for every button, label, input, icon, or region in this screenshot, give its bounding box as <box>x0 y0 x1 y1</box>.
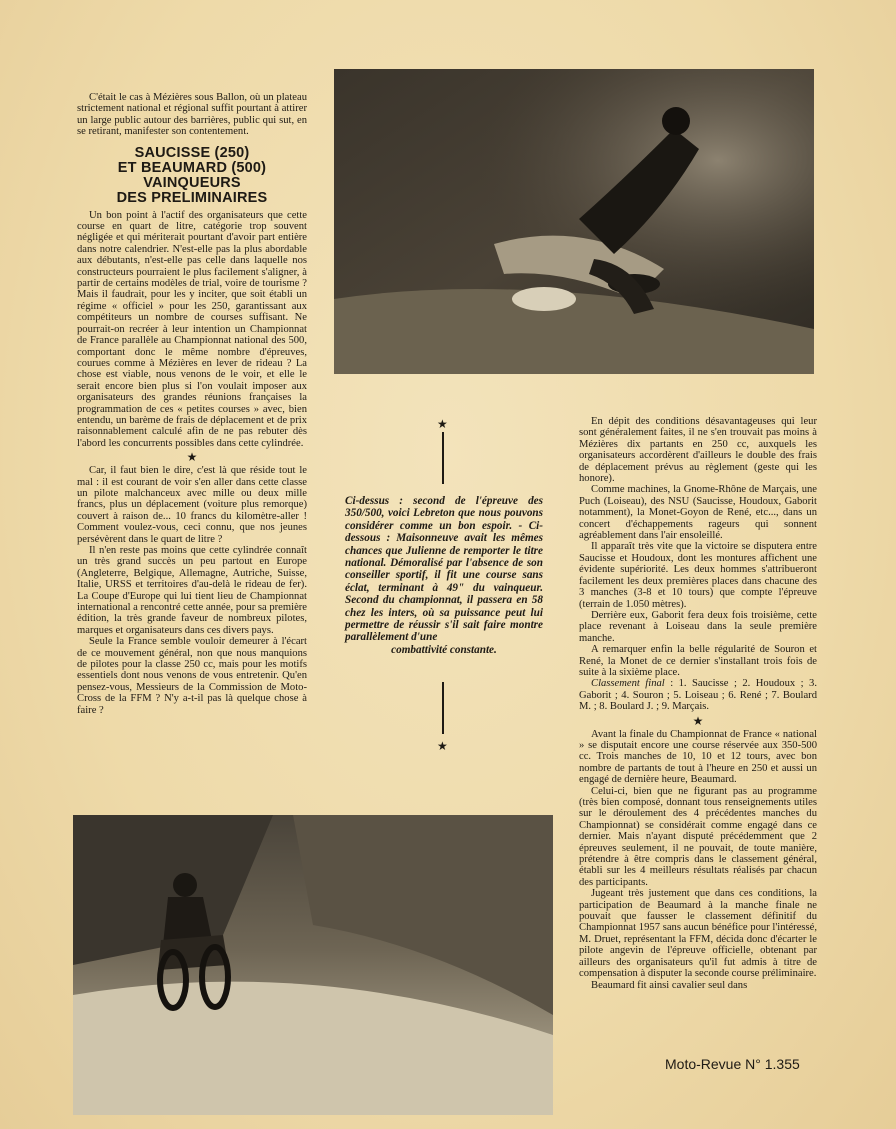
body-paragraph: Il n'en reste pas moins que cette cylindrée connaît un très grand succès un peu partout en Europe (Angleterre, Belgique, Allemagne, Autriche, Suisse, Italie, URSS et territoires d'au-delà le rideau de fer). La Coupe d'Europe qui lui tient lieu de Championnat international a rencontré cette année, pour sa première édition, la très grande faveur de nombreux pilotes, marques et organisateurs dans ces divers pays. <box>77 545 308 636</box>
caption-text: Ci-dessus : second de l'épreuve des 350/500, voici Lebreton que nous pouvons considérer comme un bon espoir. - Ci-dessous : Maisonneuve avait les mêmes chances que Julienne de remporter le titre national. Démoralisé par l'absence de son conseiller sportif, il fit une course sans éclat, terminant à 49" du vainqueur. Second du championnat, il passera en 58 chez les inters, où sa puissance peut lui permettre de réussir s'il sait faire montre parallèlement d'une <box>345 495 543 644</box>
heading-line: DES PRELIMINAIRES <box>116 189 268 206</box>
left-column <box>77 92 307 716</box>
body-paragraph: Comme machines, la Gnome-Rhône de Marçais, une Puch (Loiseau), des NSU (Saucisse, Houdoux, Gaborit notamment), la Monet-Goyon de René, etc..., dans un concert d'échappements rageurs qui sonnent agréablement dans l'air ensoleillé. <box>579 484 817 542</box>
intro-paragraph: C'était le cas à Mézières sous Ballon, où un plateau strictement national et régional suffit pourtant à attirer un large public autour des barrières, public qui sut, en se retirant, manifester son contentement. <box>77 92 307 138</box>
body-paragraph: Celui-ci, bien que ne figurant pas au programme (très bien composé, donnant tous renseignements utiles sur le déroulement des 4 précédentes manches du Championnat) se considérait comme engagé dans ce dernier. Mais n'ayant disputé précédemment que 2 épreuves seulement, il ne pouvait, de toute manière, prétendre à être compris dans le classement général, établi sur les 4 meilleurs résultats réalisés par chacun des participants. <box>579 785 817 888</box>
vertical-rule <box>442 682 444 734</box>
caption-text-end: combattivité constante. <box>391 643 497 656</box>
body-paragraph: Il apparaît très vite que la victoire se disputera entre Saucisse et Houdoux, dont les montures affichent une évidente supériorité. Les deux hommes s'attribueront facilement les deux premières places dans chacune des 3 manches (3-8 et 10 tours) que compte l'épreuve (terrain de 1.050 mètres). <box>579 541 817 610</box>
photo-caption <box>345 495 543 656</box>
heading-line: ET BEAUMARD (500) <box>117 159 267 176</box>
body-paragraph: Un bon point à l'actif des organisateurs que cette course en quart de litre, catégorie trop souvent négligée et qui mériterait pourtant d'avoir part entière dans notre calendrier. N'est-elle pas la plus abordable aux débutants, n'est-elle pas celle dans laquelle nos constructeurs pourraient le plus facilement s'aligner, à partir de certains modèles de trial, voire de tourisme ? Mais il faudrait, pour les y inciter, que soit établi un régime « officiel » pour les 250, garantissant aux compétiteurs un nombre de courses suffisant. Ne pourrait-on recréer à leur intention un Championnat de France parallèle au Championnat national des 500, comportant donc le même nombre d'épreuves, courues comme à Mézières en lever de rideau ? La chose est viable, nous venons de le voir, et elle le serait encore bien plus si l'on voulait imposer aux organisateurs des grandes réunions françaises la programmation de ces « petites courses » avec, bien entendu, un barème de frais de déplacement et de prix raisonnablement calculé afin de ne pas rebuter dès l'abord les concurrents possibles dans cette cylindrée. <box>77 209 307 449</box>
right-column <box>579 416 817 991</box>
body-paragraph: Seule la France semble vouloir demeurer à l'écart de ce mouvement général, non que nous manquions de pilotes pour la classe 250 cc, mais pour les motifs essentiels dont nous venons de vous entretenir. Qu'en pensez-vous, Messieurs de la Commission de Moto-Cross de la FFM ? N'y a-t-il pas là quelque chose à faire ? <box>77 636 307 716</box>
section-heading <box>77 146 307 206</box>
classement-results: : 1. Saucisse ; 2. Houdoux ; 3. Gaborit ; 4. Souron ; 5. Loiseau ; 6. René ; 7. Boulard M. ; 8. Boulard J. ; 9. Marçais. <box>579 678 817 713</box>
body-paragraph: En dépit des conditions désavantageuses qui leur sont généralement faites, il ne s'en trouvait pas moins à Mézières dix partants en 250 cc, auxquels les organisateurs accordèrent d'ailleurs le double des frais de déplacement prévus au règlement (geste qui les honore). <box>579 416 817 485</box>
separator-star-icon: ★ <box>186 450 198 465</box>
photo-image <box>73 815 553 1115</box>
page-footer: Moto-Revue N° 1.355 <box>665 1056 800 1072</box>
classement-label: Classement final <box>591 678 665 690</box>
body-paragraph: Beaumard fit ainsi cavalier seul dans <box>591 979 748 991</box>
body-paragraph: Derrière eux, Gaborit fera deux fois troisième, cette place revenant à Loiseau dans la seule première manche. <box>579 609 817 644</box>
photo-lebreton <box>334 69 814 374</box>
divider-star-icon: ★ <box>437 417 448 431</box>
body-paragraph: A remarquer enfin la belle régularité de Souron et René, la Monet de ce dernier s'installant trois fois de suite à la sixième place. <box>579 644 817 678</box>
photo-maisonneuve <box>73 815 553 1115</box>
divider-star-icon: ★ <box>437 739 448 753</box>
vertical-rule <box>442 432 444 484</box>
body-paragraph: Jugeant très justement que dans ces conditions, la participation de Beaumard à la manche finale ne pouvait que fausser le classement définitif du Championnat 1957 sans aucun bénéfice pour l'intéressé, M. Druet, représentant la FFM, décida donc d'écarter le pilote angevin de l'épreuve officielle, obtenant par ailleurs des organisateurs qu'il fut admis à titre de compensation à disputer la seconde course préliminaire. <box>579 888 817 980</box>
heading-line: SAUCISSE (250) <box>134 144 250 161</box>
heading-line: VAINQUEURS <box>143 174 241 191</box>
classement-paragraph <box>579 678 817 712</box>
body-paragraph: Avant la finale du Championnat de France « national » se disputait encore une course réservée aux 350-500 cc. Trois manches de 10, 10 et 12 tours, avec bon nombre de partants de tout à l'heure en 250 et aussi un engagé de dernière heure, Beaumard. <box>579 728 817 786</box>
separator-star-icon: ★ <box>692 713 704 728</box>
photo-image <box>334 69 814 374</box>
body-paragraph: Car, il faut bien le dire, c'est là que réside tout le mal : il est courant de voir s'en aller dans cette classe un pilote malchanceux avec mille ou deux mille francs, plus un déplacement (voiture plus remorque) couvert à raison de... 10 francs du kilomètre-aller ! Comment voulez-vous, ceci connu, que nos jeunes persévèrent dans le quart de litre ? <box>77 465 307 545</box>
